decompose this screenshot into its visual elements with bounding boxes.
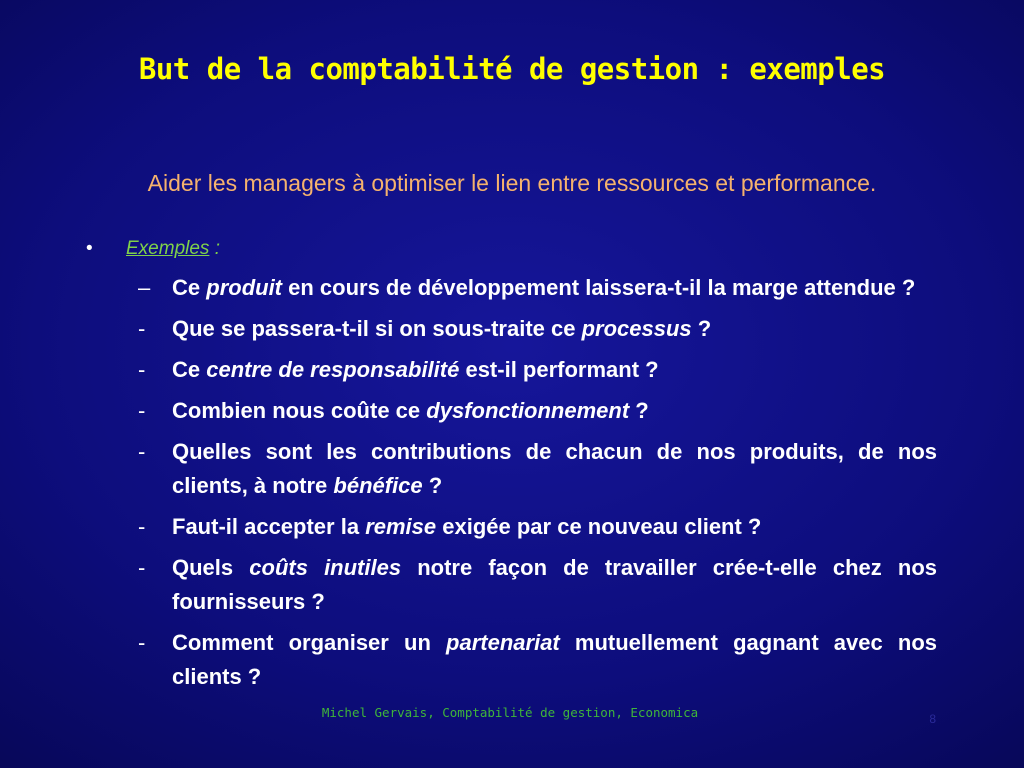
item-emphasis: coûts inutiles [249, 555, 402, 580]
item-marker: - [138, 439, 146, 464]
item-marker: - [138, 398, 146, 423]
item-emphasis: partenariat [446, 630, 560, 655]
list-item [138, 312, 937, 346]
bullet-examples [86, 238, 220, 260]
item-text: Quels coûts inutiles notre façon de travailler crée-t-elle chez nos fournisseurs ? [172, 555, 937, 614]
page-number: 8 [929, 712, 936, 726]
bullet-suffix: : [209, 238, 220, 259]
item-marker: - [138, 357, 146, 382]
list-item [138, 271, 937, 305]
item-emphasis: bénéfice [333, 473, 423, 498]
item-marker: - [138, 630, 146, 655]
item-text: Quelles sont les contributions de chacun de nos produits, de nos clients, à notre bénéfice ? [172, 439, 937, 498]
list-item [138, 551, 937, 619]
item-text: Faut-il accepter la remise exigée par ce nouveau client ? [172, 514, 762, 539]
item-text: Comment organiser un partenariat mutuellement gagnant avec nos clients ? [172, 630, 938, 689]
list-item [138, 394, 937, 428]
bullet-label: Exemples [126, 238, 210, 259]
item-marker: - [138, 514, 146, 539]
slide-footer: Michel Gervais, Comptabilité de gestion, Economica [321, 705, 699, 720]
item-text: Ce produit en cours de développement laissera-t-il la marge attendue ? [172, 275, 916, 300]
item-emphasis: produit [206, 275, 283, 300]
item-emphasis: processus [581, 316, 692, 341]
item-marker: – [138, 275, 151, 300]
slide-title: But de la comptabilité de gestion : exemples [138, 52, 886, 86]
item-marker: - [138, 316, 146, 341]
item-text: Que se passera-t-il si on sous-traite ce processus ? [172, 316, 712, 341]
list-item [138, 435, 937, 503]
list-item [138, 353, 937, 387]
slide-subtitle: Aider les managers à optimiser le lien entre ressources et performance. [147, 170, 877, 196]
item-text: Combien nous coûte ce dysfonctionnement ? [172, 398, 649, 423]
item-emphasis: dysfonctionnement [426, 398, 630, 423]
item-marker: - [138, 555, 146, 580]
item-text: Ce centre de responsabilité est-il performant ? [172, 357, 659, 382]
item-emphasis: centre de responsabilité [206, 357, 460, 382]
list-item [138, 510, 937, 544]
list-item [138, 626, 937, 694]
item-emphasis: remise [365, 514, 437, 539]
bullet-label-wrap [126, 238, 220, 259]
bullet-marker: • [86, 238, 93, 259]
examples-list [138, 271, 937, 701]
